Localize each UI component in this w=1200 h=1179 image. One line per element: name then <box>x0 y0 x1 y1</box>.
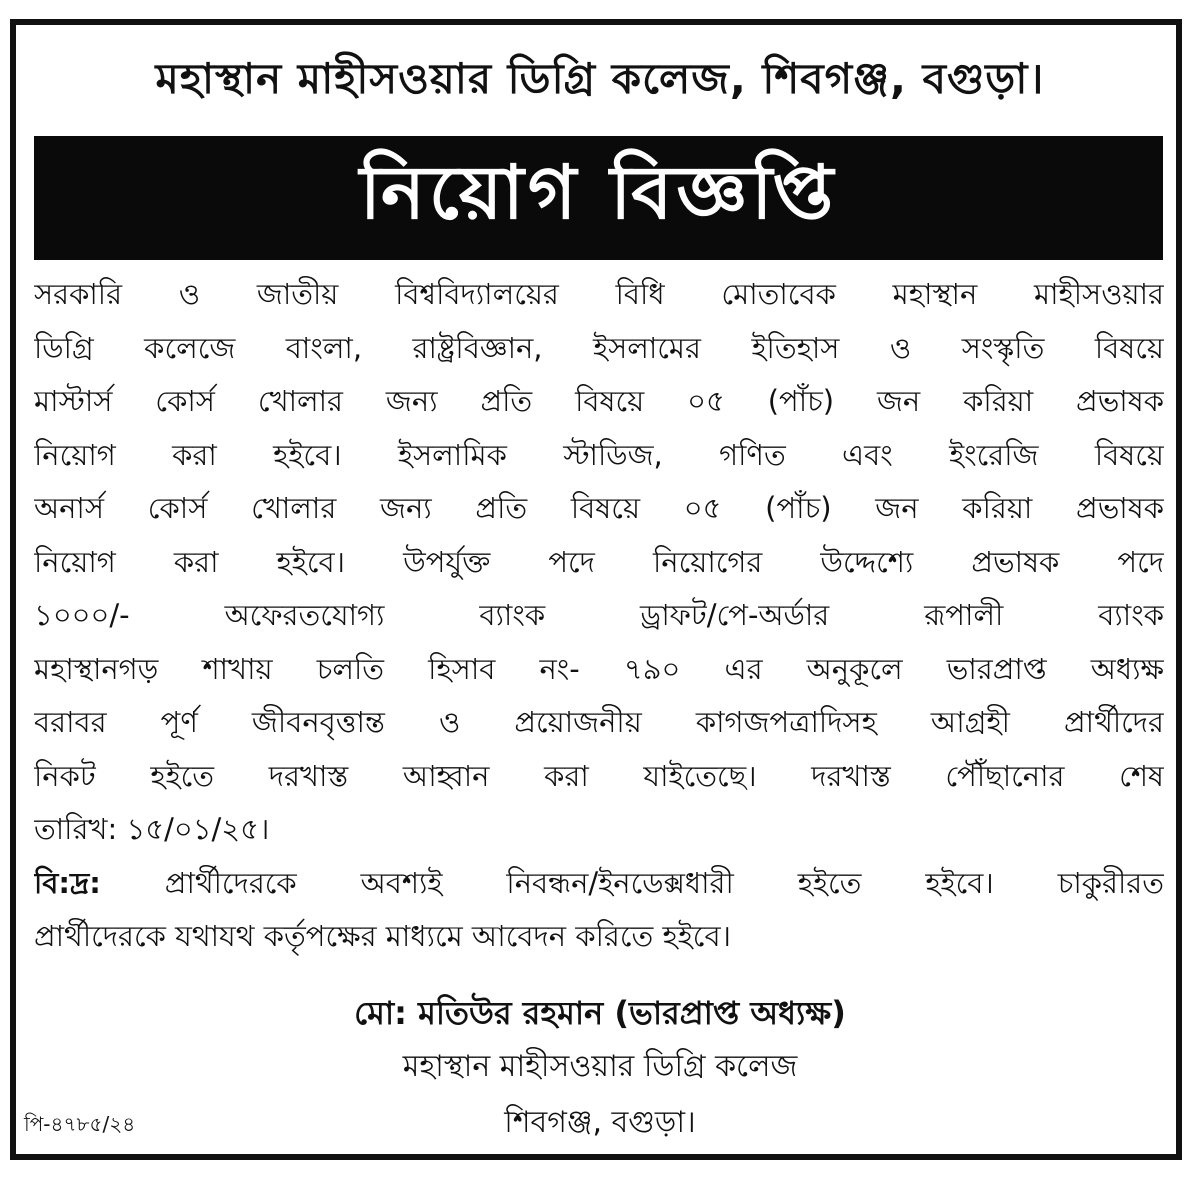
body-line: অনার্স কোর্স খোলার জন্য প্রতি বিষয়ে ০৫ (পাঁচ) জন করিয়া প্রভাষক <box>34 491 1164 525</box>
note-text: প্রার্থীদেরকে অবশ্যই নিবন্ধন/ইনডেক্সধারী হইতে হইবে। চাকুরীরত <box>100 865 1164 900</box>
body-line: নিয়োগ করা হইবে। উপর্যুক্ত পদে নিয়োগের উদ্দেশ্যে প্রভাষক পদে <box>34 544 1164 579</box>
banner-title: নিয়োগ বিজ্ঞপ্তি <box>359 149 838 236</box>
body-line: বরাবর পূর্ণ জীবনবৃত্তান্ত ও প্রয়োজনীয় কাগজপত্রাদিসহ আগ্রহী প্রার্থীদের <box>34 705 1164 739</box>
signatory-name: মো: মতিউর রহমান (ভারপ্রাপ্ত অধ্যক্ষ) <box>354 994 846 1032</box>
body-line: মাস্টার্স কোর্স খোলার জন্য প্রতি বিষয়ে ০৫ (পাঁচ) জন করিয়া প্রভাষক <box>34 384 1164 418</box>
signatory-college: মহাস্থান মাহীসওয়ার ডিগ্রি কলেজ <box>402 1049 798 1084</box>
body-line: নিয়োগ করা হইবে। ইসলামিক স্টাডিজ, গণিত এবং ইংরেজি বিষয়ে <box>34 437 1164 472</box>
note-label: বি:দ্র: <box>34 865 101 900</box>
deadline-line: তারিখ: ১৫/০১/২৫। <box>34 812 270 846</box>
note-line-continued: প্রার্থীদেরকে যথাযথ কর্তৃপক্ষের মাধ্যমে আবেদন করিতে হইবে। <box>34 919 731 953</box>
note-line <box>34 857 1164 911</box>
body-line: নিকট হইতে দরখাস্ত আহ্বান করা যাইতেছে। দরখাস্ত পৌঁছানোর শেষ <box>34 758 1164 793</box>
body-line: ১০০০/- অফেরতযোগ্য ব্যাংক ড্রাফট/পে-অর্ডার রূপালী ব্যাংক <box>34 598 1164 632</box>
signatory-place: শিবগঞ্জ, বগুড়া। <box>504 1105 696 1140</box>
body-line: ডিগ্রি কলেজে বাংলা, রাষ্ট্রবিজ্ঞান, ইসলামের ইতিহাস ও সংস্কৃতি বিষয়ে <box>34 330 1164 365</box>
reference-code: পি-৪৭৮৫/২৪ <box>24 1112 136 1136</box>
notice-banner <box>34 136 1163 260</box>
body-line: মহাস্থানগড় শাখায় চলতি হিসাব নং- ৭৯০ এর অনুকূলে ভারপ্রাপ্ত অধ্যক্ষ <box>34 651 1164 686</box>
body-line: সরকারি ও জাতীয় বিশ্ববিদ্যালয়ের বিধি মোতাবেক মহাস্থান মাহীসওয়ার <box>34 277 1164 311</box>
notice-body <box>34 268 1164 964</box>
institution-title: মহাস্থান মাহীসওয়ার ডিগ্রি কলেজ, শিবগঞ্জ, বগুড়া। <box>155 54 1045 103</box>
